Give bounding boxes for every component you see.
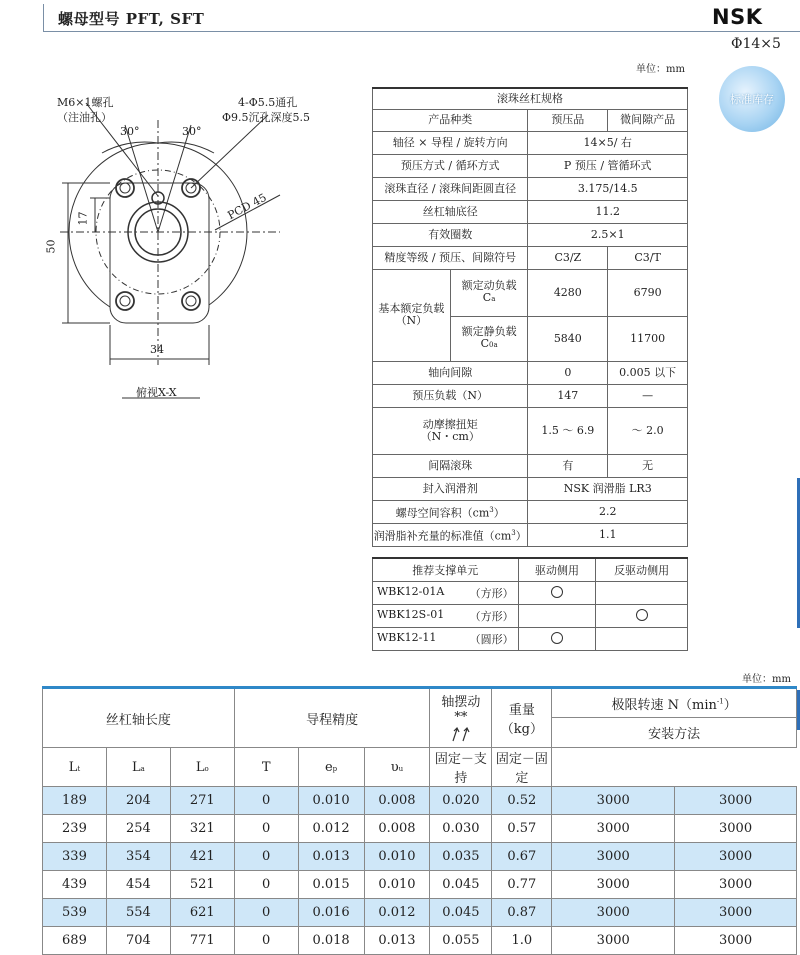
support-name: WBK12-11: [377, 631, 437, 644]
spec-row-value: 11.2: [528, 200, 688, 223]
h-lead: 导程精度: [234, 688, 430, 748]
support-drive-cell: [518, 582, 596, 605]
table-cell: 3000: [675, 927, 797, 955]
label-counterbore: Φ9.5沉孔深度5.5: [222, 111, 311, 124]
leader-holes: [191, 115, 268, 188]
pcd-label: PCD 45: [225, 190, 269, 223]
table-cell: 0.010: [298, 787, 364, 815]
spec-dyn-label: 额定动负载: [461, 279, 517, 292]
h-sub-la: [106, 748, 170, 787]
spec-row-label: 丝杠轴底径: [373, 200, 528, 223]
table-cell: 704: [106, 927, 170, 955]
spec-stat-label: 额定静负载: [461, 325, 517, 338]
table-cell: 3000: [675, 787, 797, 815]
h-weight: 重量: [508, 703, 535, 718]
dim-17-label: 17: [76, 211, 90, 226]
h-runout-mark: **: [454, 710, 468, 725]
spec-preload-b: —: [608, 384, 688, 407]
spec-preload-a: 147: [528, 384, 608, 407]
h-fixed-support: 固定－支持: [430, 748, 492, 787]
spec-table: [372, 87, 688, 547]
spec-dyn-b: 6790: [608, 269, 688, 316]
spec-volume-label: 螺母空间容积（cm: [395, 506, 490, 520]
spec-row-label: 滚珠直径 / 滚珠间距圆直径: [373, 177, 528, 200]
h-sub-vu: [364, 748, 430, 787]
model-size: Φ14×5: [731, 36, 781, 52]
table-cell: 0.67: [492, 843, 552, 871]
support-row: [373, 605, 688, 628]
table-cell: 3000: [552, 787, 675, 815]
spec-stat-b: 11700: [608, 316, 688, 361]
spec-axial-b: 0.005 以下: [608, 361, 688, 384]
spec-volume-value: 2.2: [528, 500, 688, 523]
table-cell: 0: [234, 927, 298, 955]
table-cell: 0: [234, 815, 298, 843]
table-row: [43, 815, 797, 843]
h-length: 丝杠轴长度: [43, 688, 235, 748]
spec-row-value: 3.175/14.5: [528, 177, 688, 200]
spec-row-label: 轴径 × 导程 / 旋转方向: [373, 131, 528, 154]
table-cell: 339: [43, 843, 107, 871]
table-cell: 0.020: [430, 787, 492, 815]
angle-right-label: 30°: [182, 125, 202, 138]
table-cell: 3000: [675, 871, 797, 899]
h-weight-unit: （kg）: [500, 722, 543, 737]
spec-row-value: 2.5×1: [528, 223, 688, 246]
table-cell: 0.87: [492, 899, 552, 927]
support-header-unit: 推荐支撑单元: [373, 558, 519, 582]
h-runout: 轴摆动: [441, 695, 481, 710]
support-anti-cell: [596, 628, 688, 651]
table-cell: 771: [170, 927, 234, 955]
h-sub-sym: L: [68, 759, 78, 775]
h-sub-idx: o: [204, 764, 209, 773]
table-cell: 0.045: [430, 899, 492, 927]
spec-spacer-a: 有: [528, 454, 608, 477]
label-holes: 4-Φ5.5通孔: [238, 96, 298, 109]
table-row: [43, 927, 797, 955]
table-cell: 271: [170, 787, 234, 815]
h-sub-sym: L: [131, 759, 141, 775]
table-cell: 0.008: [364, 815, 430, 843]
spec-load-group-label: 基本额定负载: [378, 302, 445, 315]
table-cell: 204: [106, 787, 170, 815]
spec-spacer-b: 无: [608, 454, 688, 477]
table-cell: 0.008: [364, 787, 430, 815]
unit-label: 单位：mm: [636, 64, 685, 75]
table-cell: 0.010: [364, 871, 430, 899]
support-name: WBK12S-01: [377, 608, 445, 621]
h-sub-idx: a: [140, 764, 145, 773]
table-cell: 0.013: [298, 843, 364, 871]
spec-load-unit: （N）: [395, 314, 428, 327]
spec-col-micro: 微间隙产品: [608, 109, 688, 131]
support-table: [372, 557, 688, 651]
support-row: [373, 582, 688, 605]
spec-refill-label: 润滑脂补充量的标准值（cm: [373, 529, 512, 543]
spec-stat-a: 5840: [528, 316, 608, 361]
table-cell: 3000: [675, 899, 797, 927]
support-name: WBK12-01A: [377, 585, 445, 598]
spec-axial-a: 0: [528, 361, 608, 384]
angle-left-label: 30°: [120, 125, 140, 138]
spec-col-preload: 预压品: [528, 109, 608, 131]
spec-volume-sup: 3: [489, 505, 494, 514]
table-cell: 3000: [552, 927, 675, 955]
spec-spacer-label: 间隔滚珠: [373, 454, 528, 477]
length-table: [42, 686, 797, 955]
support-anti-cell: [596, 582, 688, 605]
support-shape: （方形）: [469, 587, 514, 600]
spec-refill-tail: ）: [515, 529, 527, 543]
table-cell: 0.016: [298, 899, 364, 927]
table-cell: 0.055: [430, 927, 492, 955]
support-check-mark: [551, 632, 563, 644]
table-row: [43, 787, 797, 815]
spec-load-group: [373, 269, 451, 361]
table-cell: 454: [106, 871, 170, 899]
h-speed-sup: -1: [716, 697, 724, 706]
table-cell: 0: [234, 787, 298, 815]
spec-grease-label: 封入润滑剂: [373, 477, 528, 500]
h-sub-idx: p: [332, 764, 338, 773]
support-drive-cell: [518, 628, 596, 651]
table-cell: 3000: [675, 843, 797, 871]
table-cell: 0.018: [298, 927, 364, 955]
view-label: 俯视X-X: [136, 386, 177, 399]
support-anti-cell: [596, 605, 688, 628]
spec-volume-cell: [373, 500, 528, 523]
h-sub-sym: L: [195, 759, 205, 775]
table-cell: 3000: [675, 815, 797, 843]
spec-stat-sym: C: [480, 337, 489, 350]
support-shape: （圆形）: [469, 633, 514, 646]
table-cell: 3000: [552, 843, 675, 871]
h-sub-idx: u: [398, 764, 404, 773]
table-cell: 1.0: [492, 927, 552, 955]
table-row: [43, 871, 797, 899]
h-sub-ep: [298, 748, 364, 787]
spec-accuracy-label: 精度等级 / 预压、间隙符号: [373, 246, 528, 269]
support-name-cell: [373, 628, 519, 651]
h-sub-sym: T: [261, 759, 271, 775]
spec-torque-b: ～ 2.0: [608, 407, 688, 454]
spec-torque-a: 1.5 ～ 6.9: [528, 407, 608, 454]
support-drive-cell: [518, 605, 596, 628]
table-cell: 0.012: [298, 815, 364, 843]
table-unit-label: 单位：mm: [742, 674, 791, 685]
support-name-cell: [373, 582, 519, 605]
h-speed-tail: ）: [723, 697, 737, 713]
h-sub-lt: [43, 748, 107, 787]
table-cell: 521: [170, 871, 234, 899]
spec-title: 滚珠丝杠规格: [373, 88, 688, 109]
spec-row-label: 有效圈数: [373, 223, 528, 246]
spec-accuracy-b: C3/T: [608, 246, 688, 269]
table-cell: 354: [106, 843, 170, 871]
spec-stat-sym-sub: 0a: [489, 341, 498, 349]
stock-badge: [719, 66, 785, 132]
support-name-cell: [373, 605, 519, 628]
spec-refill-sup: 3: [511, 528, 516, 537]
table-cell: 239: [43, 815, 107, 843]
table-cell: 3000: [552, 815, 675, 843]
dim-50-label: 50: [44, 239, 58, 254]
h-sub-sym: e: [324, 759, 333, 775]
support-header-anti: 反驱动侧用: [596, 558, 688, 582]
support-check-mark: [551, 586, 563, 598]
spec-torque-label: 动摩擦扭矩: [422, 417, 478, 431]
h-speed-cell: [552, 688, 797, 718]
spec-dyn-sym-sub: a: [491, 295, 496, 303]
spec-torque-unit: （N・cm）: [420, 429, 480, 443]
support-row: [373, 628, 688, 651]
spec-row-value: 14×5/ 右: [528, 131, 688, 154]
table-cell: 0.57: [492, 815, 552, 843]
table-cell: 421: [170, 843, 234, 871]
support-check-mark: [636, 609, 648, 621]
spec-torque-cell: [373, 407, 528, 454]
spec-dyn-sym: C: [482, 291, 492, 304]
spec-refill-cell: [373, 523, 528, 546]
spec-grease-value: NSK 润滑脂 LR3: [528, 477, 688, 500]
spec-refill-value: 1.1: [528, 523, 688, 546]
h-sub-sym: υ: [390, 759, 399, 775]
table-cell: 0.015: [298, 871, 364, 899]
table-cell: 0.52: [492, 787, 552, 815]
table-cell: 689: [43, 927, 107, 955]
h-sub-t: [234, 748, 298, 787]
h-speed: 极限转速 N（min: [611, 697, 717, 713]
label-tap: M6×1螺孔: [57, 96, 114, 109]
page-title: 螺母型号 PFT, SFT: [58, 10, 205, 28]
h-sub-idx: t: [77, 764, 81, 773]
table-cell: 321: [170, 815, 234, 843]
header-accent-bar: [43, 4, 44, 32]
stock-badge-label: 标准库存: [730, 93, 774, 106]
table-cell: 439: [43, 871, 107, 899]
spec-stat-label-cell: [450, 316, 528, 361]
h-sub-lo: [170, 748, 234, 787]
spec-preload-label: 预压负载（N）: [373, 384, 528, 407]
table-cell: 554: [106, 899, 170, 927]
spec-row-label: 预压方式 / 循环方式: [373, 154, 528, 177]
spec-dyn-a: 4280: [528, 269, 608, 316]
table-cell: 0.013: [364, 927, 430, 955]
h-mount: 安装方法: [552, 718, 797, 748]
label-tap-sub: （注油孔）: [57, 111, 112, 124]
table-cell: 3000: [552, 871, 675, 899]
spec-dyn-label-cell: [450, 269, 528, 316]
table-cell: 0.012: [364, 899, 430, 927]
table-cell: 3000: [552, 899, 675, 927]
table-row: [43, 843, 797, 871]
support-header-drive: 驱动侧用: [518, 558, 596, 582]
table-cell: 0: [234, 871, 298, 899]
table-cell: 189: [43, 787, 107, 815]
header-rule: [43, 31, 800, 32]
spec-axial-label: 轴向间隙: [373, 361, 528, 384]
spec-row-value: P 预压 / 管循环式: [528, 154, 688, 177]
table-cell: 0: [234, 899, 298, 927]
support-shape: （方形）: [469, 610, 514, 623]
table-row: [43, 899, 797, 927]
table-cell: 0.035: [430, 843, 492, 871]
dim-34-label: 34: [150, 343, 164, 356]
h-weight-cell: [492, 688, 552, 748]
h-runout-cell: [430, 688, 492, 748]
spec-col-type: 产品种类: [373, 109, 528, 131]
table-cell: 0.77: [492, 871, 552, 899]
table-body: [43, 787, 797, 955]
table-cell: 539: [43, 899, 107, 927]
table-cell: 621: [170, 899, 234, 927]
brand-logo: NSK: [712, 5, 763, 29]
table-cell: 0.010: [364, 843, 430, 871]
table-cell: 0.030: [430, 815, 492, 843]
h-fixed-fixed: 固定－固定: [492, 748, 552, 787]
spec-accuracy-a: C3/Z: [528, 246, 608, 269]
table-cell: 0.045: [430, 871, 492, 899]
spec-volume-tail: ）: [493, 506, 505, 520]
runout-icon: [449, 725, 473, 743]
table-cell: 0: [234, 843, 298, 871]
table-cell: 254: [106, 815, 170, 843]
